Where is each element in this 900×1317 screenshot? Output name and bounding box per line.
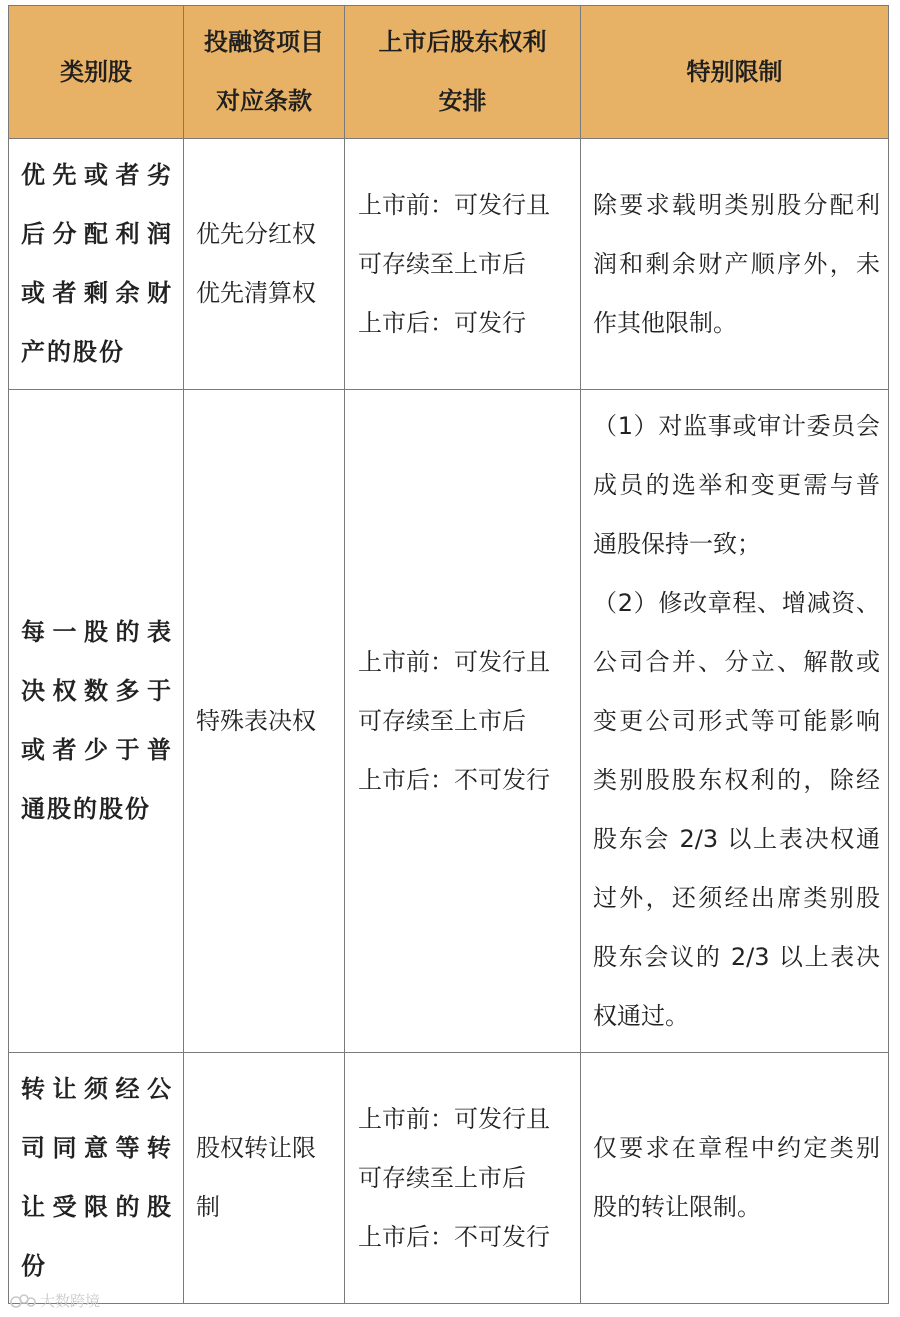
terms-cell: 股权转让限制 [184,1053,345,1304]
rights-cell: 上市前：可发行且 可存续至上市后 上市后：不可发行 [345,1053,581,1304]
watermark [10,1290,100,1311]
category-cell: 每一股的表决权数多于或者少于普通股的股份 [9,390,184,1053]
rights-cell: 上市前：可发行且 可存续至上市后 上市后：不可发行 [345,390,581,1053]
watermark-text: 大数跨境 [40,1292,101,1310]
limits-cell [581,390,889,1053]
category-cell: 优先或者劣后分配利润或者剩余财产的股份 [9,139,184,390]
header-terms: 投融资项目 对应条款 [184,6,345,139]
terms-cell: 优先分红权 优先清算权 [184,139,345,390]
table-row [9,390,889,1053]
rights-cell: 上市前：可发行且 可存续至上市后 上市后：可发行 [345,139,581,390]
header-limits: 特别限制 [581,6,889,139]
table-row [9,139,889,390]
limit-paragraph: （1）对监事或审计委员会成员的选举和变更需与普通股保持一致； [593,411,880,558]
category-cell: 转让须经公司同意等转让受限的股份 [9,1053,184,1304]
limits-cell: 仅要求在章程中约定类别股的转让限制。 [581,1053,889,1304]
header-category: 类别股 [9,6,184,139]
class-shares-table [8,5,889,1304]
limits-cell: 除要求载明类别股分配利润和剩余财产顺序外，未作其他限制。 [581,139,889,390]
header-rights: 上市后股东权利 安排 [345,6,581,139]
table-row [9,1053,889,1304]
watermark-logo-icon [10,1293,36,1309]
limit-paragraph: （2）修改章程、增减资、公司合并、分立、解散或变更公司形式等可能影响类别股股东权利的，除经股东会 2/3 以上表决权通过外，还须经出席类别股股东会议的 2/3 以上表决权通过。 [593,588,880,1030]
terms-cell: 特殊表决权 [184,390,345,1053]
table-header-row [9,6,889,139]
